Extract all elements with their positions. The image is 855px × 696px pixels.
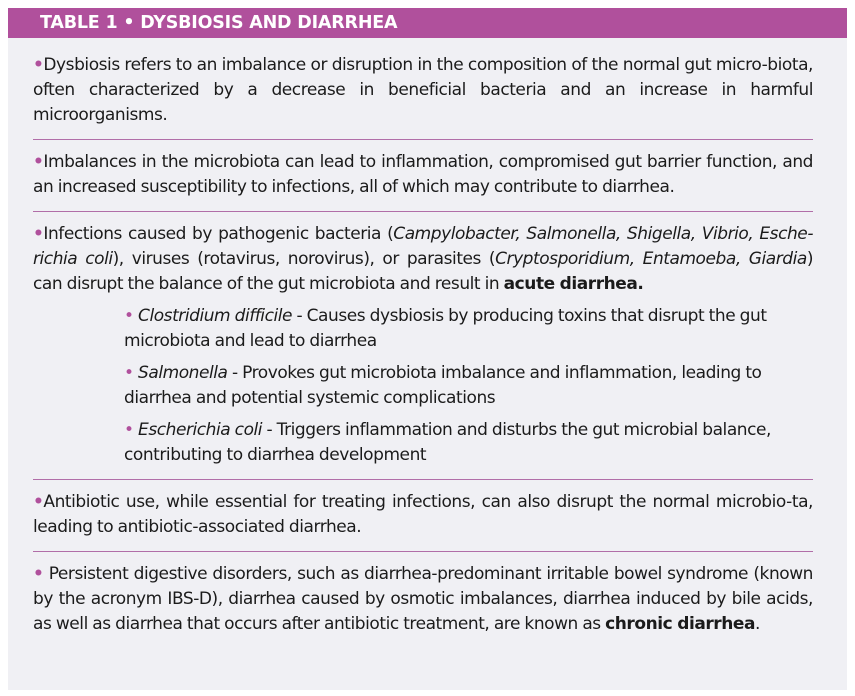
sub-list-item bbox=[124, 304, 813, 354]
organism-name: Escherichia coli bbox=[138, 420, 263, 440]
item-text: Imbalances in the microbiota can lead to inflammation, compromised gut barrier function, and an increased susceptibility to infections, all of which may contribute to diarrhea. bbox=[33, 152, 813, 197]
italic-text: Campylobacter, Salmonella, Shigella, Vibrio, Esche-richia coli bbox=[33, 224, 813, 269]
list-item bbox=[33, 562, 813, 637]
italic-text: Cryptosporidium, Entamoeba, Giardia bbox=[495, 249, 807, 269]
bullet-icon: • bbox=[33, 224, 44, 244]
item-text: . bbox=[754, 614, 760, 634]
table-title: TABLE 1 • DYSBIOSIS AND DIARRHEA bbox=[8, 8, 847, 38]
sub-list-item bbox=[124, 418, 813, 468]
item-text: Antibiotic use, while essential for treating infections, can also disrupt the normal microbio-ta, leading to antibiotic-associated diarrhea. bbox=[33, 492, 813, 537]
separator-line bbox=[33, 139, 813, 140]
bullet-icon: • bbox=[124, 363, 139, 383]
list-item bbox=[33, 490, 813, 540]
item-text: Infections caused by pathogenic bacteria ( bbox=[43, 224, 394, 244]
sub-list bbox=[124, 304, 813, 468]
item-text: Persistent digestive disorders, such as diarrhea-predominant irritable bowel syndrome (known by the acronym IBS-D), diarrhea caused by osmotic imbalances, diarrhea induced by bile acids, as well as diarrhea that occurs after antibiotic treatment, are known as bbox=[33, 564, 813, 634]
emphasis-text: chronic diarrhea bbox=[605, 614, 755, 634]
organism-name: Salmonella bbox=[138, 363, 228, 383]
item-text: ) can disrupt the balance of the gut microbiota and result in bbox=[33, 249, 814, 294]
item-text: ), viruses (rotavirus, norovirus), or parasites ( bbox=[112, 249, 496, 269]
table-content bbox=[33, 53, 813, 637]
sub-item-text: - Provokes gut microbiota imbalance and inflammation, leading to diarrhea and potential systemic complications bbox=[124, 363, 762, 408]
bullet-icon: • bbox=[33, 564, 44, 584]
sub-item-text: - Causes dysbiosis by producing toxins that disrupt the gut microbiota and lead to diarrhea bbox=[124, 306, 767, 351]
separator-line bbox=[33, 479, 813, 480]
bullet-icon: • bbox=[33, 152, 44, 172]
separator-line bbox=[33, 211, 813, 212]
item-text: Dysbiosis refers to an imbalance or disruption in the composition of the normal gut micro-biota, often characterized by a decrease in beneficial bacteria and an increase in harmful microorganisms. bbox=[33, 55, 813, 125]
list-item bbox=[33, 150, 813, 200]
sub-item-text: - Triggers inflammation and disturbs the gut microbial balance, contributing to diarrhea development bbox=[124, 420, 771, 465]
organism-name: Clostridium difficile bbox=[138, 306, 293, 326]
bullet-icon: • bbox=[124, 306, 139, 326]
bullet-icon: • bbox=[33, 492, 44, 512]
separator-line bbox=[33, 551, 813, 552]
sub-list-item bbox=[124, 361, 813, 411]
bullet-icon: • bbox=[33, 55, 44, 75]
emphasis-text: acute diarrhea. bbox=[503, 274, 644, 294]
list-item bbox=[33, 222, 813, 297]
list-item bbox=[33, 53, 813, 128]
bullet-icon: • bbox=[124, 420, 139, 440]
